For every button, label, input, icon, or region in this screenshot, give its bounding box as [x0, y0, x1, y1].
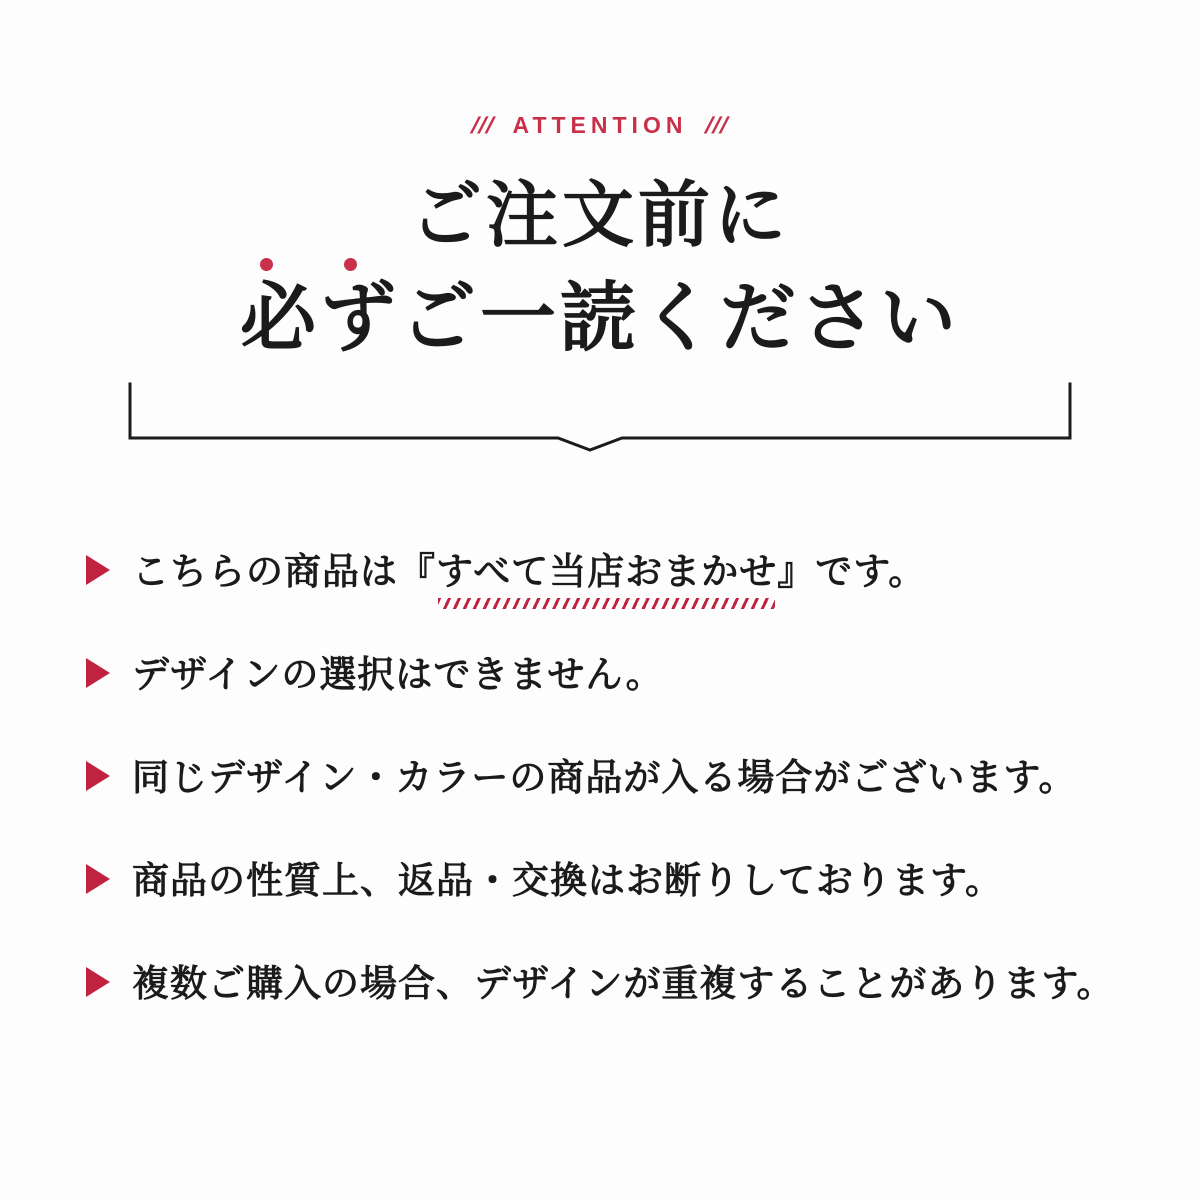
notice-text: デザインの選択はできません。 [132, 654, 664, 696]
notice-text: 複数ご購入の場合、デザインが重複することがあります。 [132, 963, 1115, 1005]
slash-right-icon: /// [701, 112, 733, 138]
notice-text: 同じデザイン・カラーの商品が入る場合がございます。 [132, 757, 1077, 799]
list-item [86, 754, 1126, 802]
notice-text: 商品の性質上、返品・交換はお断りしております。 [132, 860, 1004, 902]
list-item [86, 960, 1126, 1008]
triangle-bullet-icon [86, 658, 110, 688]
triangle-bullet-icon [86, 864, 110, 894]
slash-left-icon: /// [467, 112, 499, 138]
page-title [0, 168, 1200, 370]
list-item [86, 548, 1126, 596]
eyebrow-label: ATTENTION [512, 112, 688, 138]
page-title-line1: ご注文前に [409, 176, 790, 256]
emphasis-dot-icon [260, 258, 273, 271]
triangle-bullet-icon [86, 967, 110, 997]
list-item [86, 857, 1126, 905]
notice-text [132, 548, 926, 596]
list-item [86, 651, 1126, 699]
emphasis-dot-icon [344, 258, 357, 271]
notice-list [86, 548, 1126, 1008]
notice-emphasis: すべて当店おまかせ [436, 548, 777, 596]
notice-text-after: 』です。 [777, 551, 927, 592]
triangle-bullet-icon [86, 761, 110, 791]
notice-text-before: こちらの商品は『 [132, 551, 436, 592]
page-title-line2: 必ずご一読ください [240, 276, 960, 362]
speech-bubble-bracket-icon [128, 382, 1072, 452]
triangle-bullet-icon [86, 555, 110, 585]
eyebrow-row [0, 112, 1200, 139]
